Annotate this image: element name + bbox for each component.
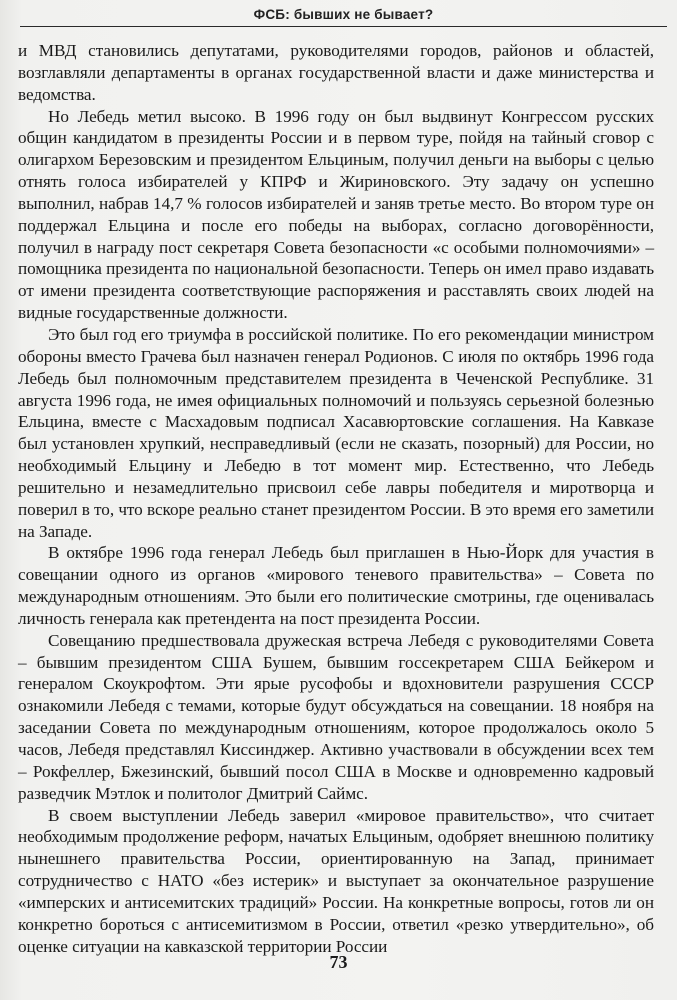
running-header [20, 4, 667, 27]
paragraph-new-york-invitation: В октябре 1996 года генерал Лебедь был приглашен в Нью-Йорк для участия в совещании одного из органов «мирового теневого правительства» – Совета по международным отношениям. Это были его политические смотрины, где оценивалась личность генерала как претендента на пост президента России. [18, 543, 654, 628]
paragraph-continuation: и МВД становились депутатами, руководителями городов, районов и областей, возглавляли департаменты в органах государственной власти и даже министерства и ведомства. [18, 41, 654, 104]
paragraph-lebed-ambitions: Но Лебедь метил высоко. В 1996 году он был выдвинут Конгрессом русских общин кандидатом в президенты России и в первом туре, пойдя на тайный сговор с олигархом Березовским и президентом Ельциным, получил деньги на выборы с целью отнять голоса избирателей у КПРФ и Жириновского. Эту задачу он успешно выполнил, набрав 14,7 % голосов избирателей и заняв третье место. Во втором туре он поддержал Ельцина и после его победы на выборах, согласно договорённости, получил в награду пост секретаря Совета безопасности «с особыми полномочиями» – помощника президента по национальной безопасности. Теперь он имел право издавать от имени президента соответствующие распоряжения и расставлять своих людей на видные государственные должности. [18, 106, 654, 323]
paragraph-council-meeting: Совещанию предшествовала дружеская встреча Лебедя с руководителями Совета – бывшим президентом США Бушем, бывшим госсекретарем США Бейкером и генералом Скоукрофтом. Эти ярые русофобы и вдохновители разрушения СССР ознакомили Лебедя с темами, которые будут обсуждаться на совещании. 18 ноября на заседании Совета по международным отношениям, которое продолжалось около 5 часов, Лебедя представлял Киссинджер. Активно участвовали в обсуждении всех тем – Рокфеллер, Бжезинский, бывший посол США в Москве и одновременно кадровый разведчик Мэтлок и политолог Дмитрий Саймс. [18, 630, 654, 803]
running-header-title: ФСБ: бывших не бывает? [253, 7, 434, 22]
body-text [18, 40, 654, 957]
paragraph-triumph-year: Это был год его триумфа в российской политике. По его рекомендации министром обороны вместо Грачева был назначен генерал Родионов. С июля по октябрь 1996 года Лебедь был полномочным представителем президента в Чеченской Республике. 31 августа 1996 года, не имея официальных полномочий и пользуясь серьезной болезнью Ельцина, вместе с Масхадовым подписал Хасавюртовские соглашения. На Кавказе был установлен хрупкий, несправедливый (если не сказать, позорный) для России, но необходимый Ельцину и Лебедю в тот момент мир. Естественно, что Лебедь решительно и незамедлительно присвоил себе лавры победителя и миротворца и поверил в то, что вскоре реально станет президентом России. В это время его заметили на Западе. [18, 324, 654, 541]
paragraph-lebed-speech: В своем выступлении Лебедь заверил «мировое правительство», что считает необходимым продолжение реформ, начатых Ельциным, одобряет внешнюю политику нынешнего правительства России, ориентированную на Запад, принимает сотрудничество с НАТО «без истерик» и выступает за окончательное разрушение «имперских и антисемитских традиций» России. На конкретные вопросы, готов ли он конкретно бороться с антисемитизмом в России, ответил «резко утвердительно», об оценке ситуации на кавказской территории России [18, 805, 654, 956]
page-number: 73 [329, 952, 348, 972]
